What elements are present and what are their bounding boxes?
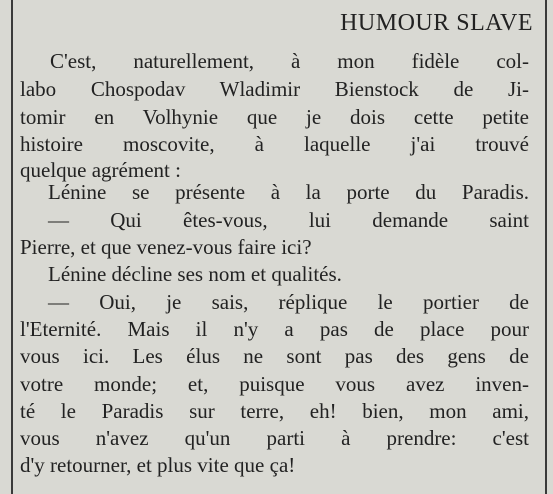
article-line-1: C'est, naturellement, à mon fidèle col- xyxy=(50,49,529,73)
right-column-rule xyxy=(545,0,547,494)
article-line-8: Pierre, et que venez-vous faire ici? xyxy=(20,235,312,259)
article-line-10: — Oui, je sais, réplique le portier de xyxy=(48,290,529,314)
article-line-3: tomir en Volhynie que je dois cette petite xyxy=(20,105,529,129)
article-line-12: vous ici. Les élus ne sont pas des gens de xyxy=(20,344,529,368)
article-line-13: votre monde; et, puisque vous avez inven- xyxy=(20,372,529,396)
article-line-4: histoire moscovite, à laquelle j'ai trouvé xyxy=(20,132,529,156)
article-line-14: té le Paradis sur terre, eh! bien, mon ami, xyxy=(20,399,529,423)
article-line-7: — Qui êtes-vous, lui demande saint xyxy=(48,208,529,232)
left-column-rule xyxy=(11,0,13,494)
article-line-2: labo Chospodav Wladimir Bienstock de Ji- xyxy=(20,77,529,101)
article-title: HUMOUR SLAVE xyxy=(340,10,533,36)
article-line-16: d'y retourner, et plus vite que ça! xyxy=(20,453,296,477)
article-line-6: Lénine se présente à la porte du Paradis. xyxy=(48,180,529,204)
article-line-11: l'Eternité. Mais il n'y a pas de place pour xyxy=(20,317,529,341)
article-line-15: vous n'avez qu'un parti à prendre: c'est xyxy=(20,426,529,450)
article-line-5: quelque agrément : xyxy=(20,158,181,182)
article-line-9: Lénine décline ses nom et qualités. xyxy=(48,262,342,286)
